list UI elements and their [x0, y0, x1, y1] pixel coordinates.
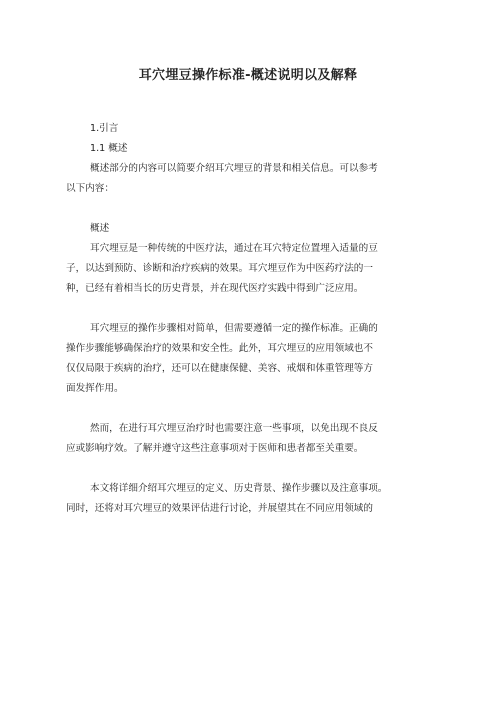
paragraph-scope	[66, 479, 430, 519]
paragraph-line: 仅仅局限于疾病的治疗，还可以在健康保健、美容、戒烟和体重管理等方	[66, 363, 373, 374]
document-body	[66, 119, 430, 519]
paragraph-line: 耳穴埋豆的操作步骤相对简单，但需要遵循一定的操作标准。正确的	[90, 323, 378, 334]
heading-overview-section: 1.1 概述	[90, 143, 128, 154]
paragraph-line: 应或影响疗效。了解并遵守这些注意事项对于医师和患者都至关重要。	[66, 443, 364, 454]
paragraph-line: 种，已经有着相当长的历史背景，并在现代医疗实践中得到广泛应用。	[66, 283, 364, 294]
paragraph-gap	[66, 459, 430, 479]
paragraph-line: 耳穴埋豆是一种传统的中医疗法，通过在耳穴特定位置埋入适量的豆	[90, 243, 378, 254]
paragraph-precautions	[66, 419, 430, 459]
paragraph-procedure	[66, 319, 430, 399]
heading-introduction: 1.引言	[90, 123, 119, 134]
paragraph-line: 然而，在进行耳穴埋豆治疗时也需要注意一些事项，以免出现不良反	[90, 423, 378, 434]
intro-paragraph	[66, 159, 430, 199]
paragraph-line: 本文将详细介绍耳穴埋豆的定义、历史背景、操作步骤以及注意事项。	[90, 483, 388, 494]
paragraph-definition	[66, 239, 430, 299]
paragraph-line: 概述部分的内容可以简要介绍耳穴埋豆的背景和相关信息。可以参考	[90, 163, 378, 174]
document-title: 耳穴埋豆操作标准-概述说明以及解释	[138, 68, 358, 83]
subheading-overview: 概述	[90, 223, 110, 234]
paragraph-line: 子，以达到预防、诊断和治疗疾病的效果。耳穴埋豆作为中医药疗法的一	[66, 263, 373, 274]
paragraph-line: 操作步骤能够确保治疗的效果和安全性。此外，耳穴埋豆的应用领域也不	[66, 343, 373, 354]
paragraph-line: 以下内容：	[66, 183, 114, 194]
paragraph-gap	[66, 299, 430, 319]
paragraph-gap	[66, 399, 430, 419]
paragraph-line: 同时，还将对耳穴埋豆的效果评估进行讨论，并展望其在不同应用领域的	[66, 503, 373, 514]
paragraph-gap	[66, 199, 430, 219]
paragraph-line: 面发挥作用。	[66, 383, 124, 394]
